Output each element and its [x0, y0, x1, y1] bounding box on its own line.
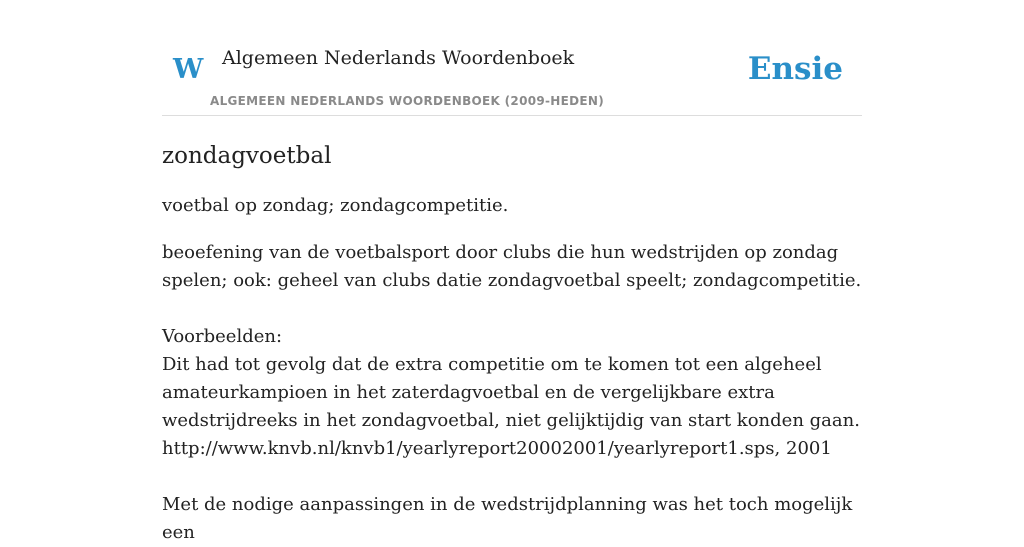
entry-card — [162, 0, 862, 543]
brand-logo[interactable]: Ensie — [747, 51, 843, 87]
dictionary-logo-icon: W — [173, 54, 204, 85]
short-definition: voetbal op zondag; zondagcompetitie. — [162, 195, 509, 216]
entry-header — [162, 0, 862, 116]
headword: zondagvoetbal — [162, 143, 332, 169]
entry-body: beoefening van de voetbalsport door clubs die hun wedstrijden op zondag spelen; ook: geheel van clubs datie zondagvoetbal speelt; zondagcompetitie. Voorbeelden: Dit had tot gevolg dat de extra competitie om te komen tot een algeheel amateurkampioen in het zaterdagvoetbal en de vergelijkbare extra wedstrijdreeks in het zondagvoetbal, niet gelijktijdig van start konden gaan. http://www.knvb.nl/knvb1/yearlyreport20002001/yearlyreport1.sps, 2001 Met de nodige aanpassingen in de wedstrijdplanning was het toch mogelijk een — [162, 242, 862, 543]
dictionary-title[interactable]: Algemeen Nederlands Woordenboek — [222, 47, 575, 69]
dictionary-subtitle: ALGEMEEN NEDERLANDS WOORDENBOEK (2009-HEDEN) — [210, 94, 605, 108]
